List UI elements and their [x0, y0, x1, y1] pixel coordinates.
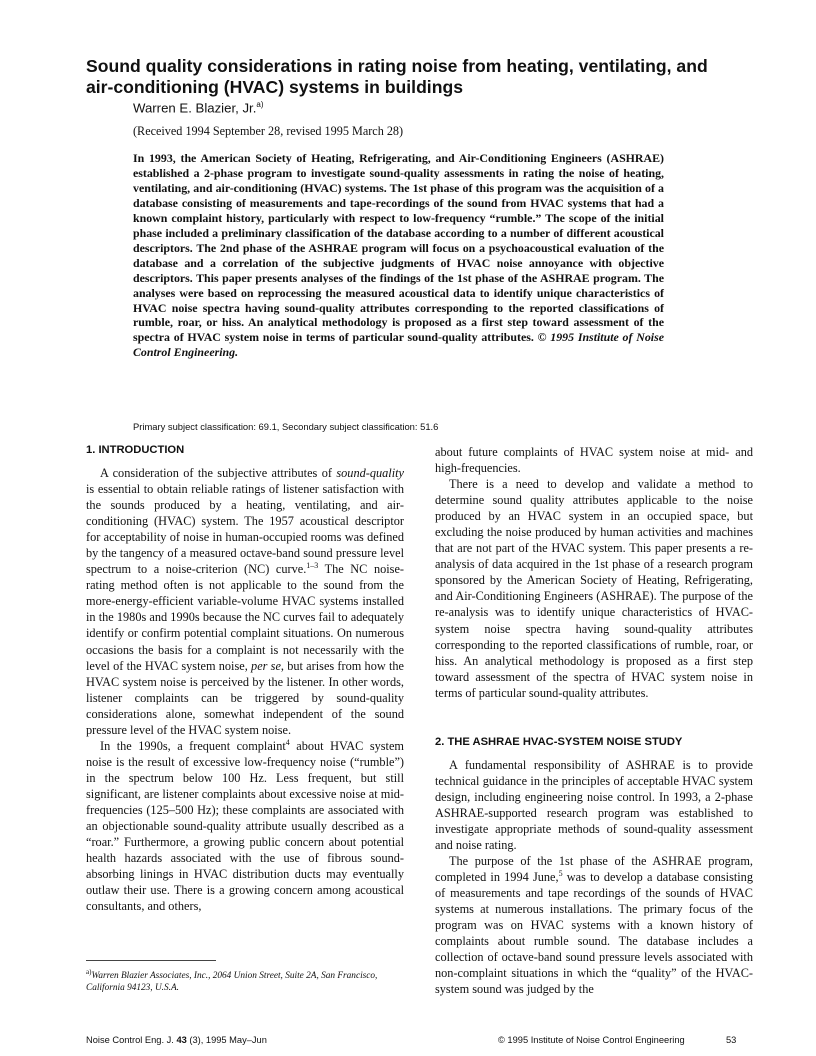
citation-5: 5 [558, 868, 563, 878]
subject-classification: Primary subject classification: 69.1, Secondary subject classification: 51.6 [133, 421, 439, 432]
author-line [133, 100, 264, 115]
footnote-mark: a) [86, 968, 92, 976]
section-1-paragraph-2-continued: about future complaints of HVAC system noise at mid- and high-frequencies. [435, 445, 753, 476]
footer-journal-citation: Noise Control Eng. J. 43 (3), 1995 May–Jun [86, 1035, 267, 1045]
received-dates: (Received 1994 September 28, revised 1995 March 28) [133, 124, 404, 138]
footer-volume: 43 [176, 1035, 187, 1045]
author-footnote-mark: a) [256, 100, 264, 109]
right-column [435, 444, 753, 997]
section-2-heading: 2. THE ASHRAE HVAC-SYSTEM NOISE STUDY [435, 735, 683, 748]
paper-title: Sound quality considerations in rating noise from heating, ventilating, and air-conditioning (HVAC) systems in buildings [86, 56, 708, 97]
section-1-paragraph-2: In the 1990s, a frequent complaint$^4$ about HVAC system noise is the result of excessive low-frequency noise (“rumble”) in the spectrum below 100 Hz. Less frequent, but still significant, are listener complaints about excessive noise at mid-frequencies (125–500 Hz); these complaints are associated with an objectionable sound-quality attribute usually described as a “roar.” Furthermore, a growing public concern about potential health hazards associated with the use of fibrous sound-absorbing linings in HVAC distribution ducts may eventually outlaw their use. There is a growing concern among acoustical consultants, and others, [86, 737, 404, 914]
section-2-paragraph-2: The purpose of the 1st phase of the ASHRAE program, completed in 1994 June,$^5$ was to develop a database consisting of measurements and tape recordings of the sounds of HVAC systems at numerous installations. The primary focus of the program was on HVAC systems with a known history of complaints about rumble sound. The database includes a collection of octave-band sound pressure levels associated with non-complaint situations in which the “quality” of the HVAC-system sound was judged by the [435, 854, 753, 997]
section-1-paragraph-1: A consideration of the subjective attributes of sound-quality is essential to obtain reliable ratings of listener satisfaction with the sounds produced by a heating, ventilating, and air-conditioning (HVAC) system. The 1957 acoustical descriptor for acceptability of noise in human-occupied rooms was defined by the tangency of a measured octave-band sound pressure level spectrum to a noise-criterion (NC) curve.$^{1-3}$ The NC noise-rating method often is not applicable to the sound from the more-energy-efficient variable-volume HVAC systems installed in the 1980s and 1990s because the NC curves fail to adequately identify or confirm potential complaint situations. On numerous occasions the basis for a complaint is not necessarily with the level of the HVAC system noise, per se, but arises from how the HVAC system noise is perceived by the listener. In other words, listener complaints can be triggered by sound-quality considerations alone, somewhat independent of the sound pressure level of the HVAC system noise. [86, 466, 404, 737]
section-1-paragraph-3: There is a need to develop and validate a method to determine sound quality attributes applicable to the noise produced by an HVAC system in an occupied space, but excluding the noise produced by human activities and machines that are not part of the HVAC system. This paper presents a re-analysis of data acquired in the 1st phase of a research program sponsored by the American Society of Heating, Refrigerating, and Air-Conditioning Engineers (ASHRAE). The purpose of the re-analysis was to identify unique characteristics of HVAC-system noise spectra having sound-quality attributes corresponding to the reported classifications of rumble, roar, or hiss. An analytical methodology is proposed as a first step toward assessment of the spectra of HVAC system noise in terms of particular sound-quality attributes. [435, 477, 753, 700]
author-affiliation-footnote [86, 966, 404, 994]
footnote-divider [86, 960, 216, 961]
abstract [133, 151, 664, 360]
section-2-paragraph-1: A fundamental responsibility of ASHRAE is to provide technical guidance in the principles of acceptable HVAC system design, including engineering noise control. In 1993, a 2-phase ASHRAE-supported research program was established to investigate appropriate methods of sound-quality assessment and noise rating. [435, 757, 753, 852]
abstract-text: In 1993, the American Society of Heating, Refrigerating, and Air-Conditioning Engineers (ASHRAE) established a 2-phase program to investigate sound-quality assessments in rating the noise of heating, ventilating, and air-conditioning (HVAC) systems. The 1st phase of this program was the acquisition of a database consisting of measurements and tape-recordings of the sound from HVAC systems that had a known complaint history, particularly with respect to low-frequency “rumble.” The scope of the initial phase included a preliminary classification of the database according to a number of different acoustical descriptors. The 2nd phase of the ASHRAE program will focus on a psychoacoustical evaluation of the database and a correlation of the subjective judgments of HVAC noise annoyance with objective descriptors. This paper presents analyses of the findings of the 1st phase of the ASHRAE program. The analyses were based on reprocessing the measured acoustical data to identify unique characteristics of HVAC noise spectra having sound-quality attributes corresponding to the reported classifications of rumble, roar, or hiss. An analytical methodology is proposed as a first step toward assessment of the spectra of HVAC system noise in terms of particular sound-quality attributes. [133, 151, 664, 345]
citation-4: 4 [285, 737, 290, 747]
section-1-heading: 1. INTRODUCTION [86, 444, 185, 456]
footer-copyright: © 1995 Institute of Noise Control Engineering [498, 1035, 685, 1045]
author-name: Warren E. Blazier, Jr. [133, 100, 257, 116]
abstract-copyright: © 1995 Institute of Noise Control Engineering. [133, 330, 664, 360]
citation-1-3: 1–3 [306, 561, 319, 571]
left-column [86, 444, 404, 914]
page-number: 53 [726, 1035, 737, 1045]
section-2 [435, 736, 753, 998]
footnote-text: Warren Blazier Associates, Inc., 2064 Union Street, Suite 2A, San Francisco, California 94123, U.S.A. [86, 971, 378, 994]
